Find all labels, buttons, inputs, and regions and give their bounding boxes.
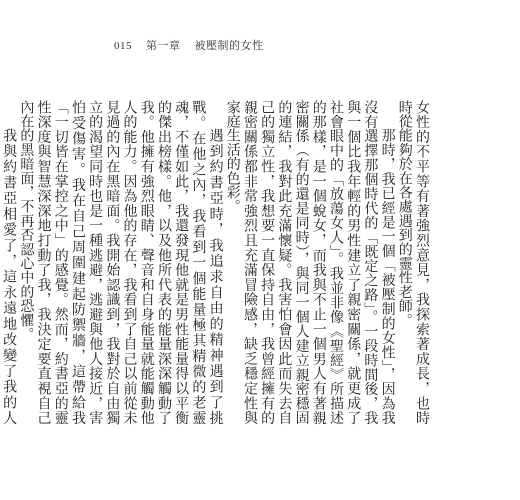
body-text — [1, 100, 430, 425]
chapter-title: 被壓制的女性 — [194, 39, 264, 52]
paragraph: 女性的不平等有著強烈意見，我探索著成長，也時時從能夠於在各處遇到的靈性老師。 — [396, 100, 430, 425]
chapter-label: 第一章 — [146, 39, 181, 52]
page-number: 015 — [114, 40, 132, 52]
running-header — [114, 37, 264, 53]
paragraph: 我與約書亞相愛了，這永遠地改變了我的人 — [1, 128, 18, 425]
paragraph: 遇到約書亞時，我追求自由的精神遇到了挑戰。在他之內，我看到一個能量極其精微的老靈魂，不僅如此，我還發現他就是男性能量得以平衡的傑出榜樣。他，以及他所代表的能量深深觸動了我。他擁有強烈眼睛、聲音和自身能量就能觸動他人的能力。因為他的存在，我看到了自己以前從未見過的內在黑暗面。我開始認識到，我對於自由獨立的渴望同時也是一種逃避，逃避與他人接近，害怕受傷害。我在自己周圍建起防禦牆，這帶給我「一切皆在掌控之中」的感覺。然而，約書亞的靈性深度與智慧深深地打動了我，我決定要直視自己內在的黑暗面，不再否認心中的恐懼。 — [18, 100, 224, 425]
paragraph: 那時，我已經是一個「被壓制的女性」，因為我沒有選擇那個時代的「既定之路」。一段時間後，我與一個比我年輕的男性建立了親密關係，就更成了社會眼中的「放蕩女人」。我並非像《聖經》所描述的那樣，是一個蛻女，而我與不止一個男人有著親密關係（有的還是同時），與同一個人建立親密穩固的連結，我對此充滿懷疑。我害怕會因此而失去自己的獨立性，我想要一直保持自由，我曾經擁有的親密關係都非常強烈且充滿冒險感，缺乏穩定性與家庭生活的色彩。 — [224, 100, 396, 425]
